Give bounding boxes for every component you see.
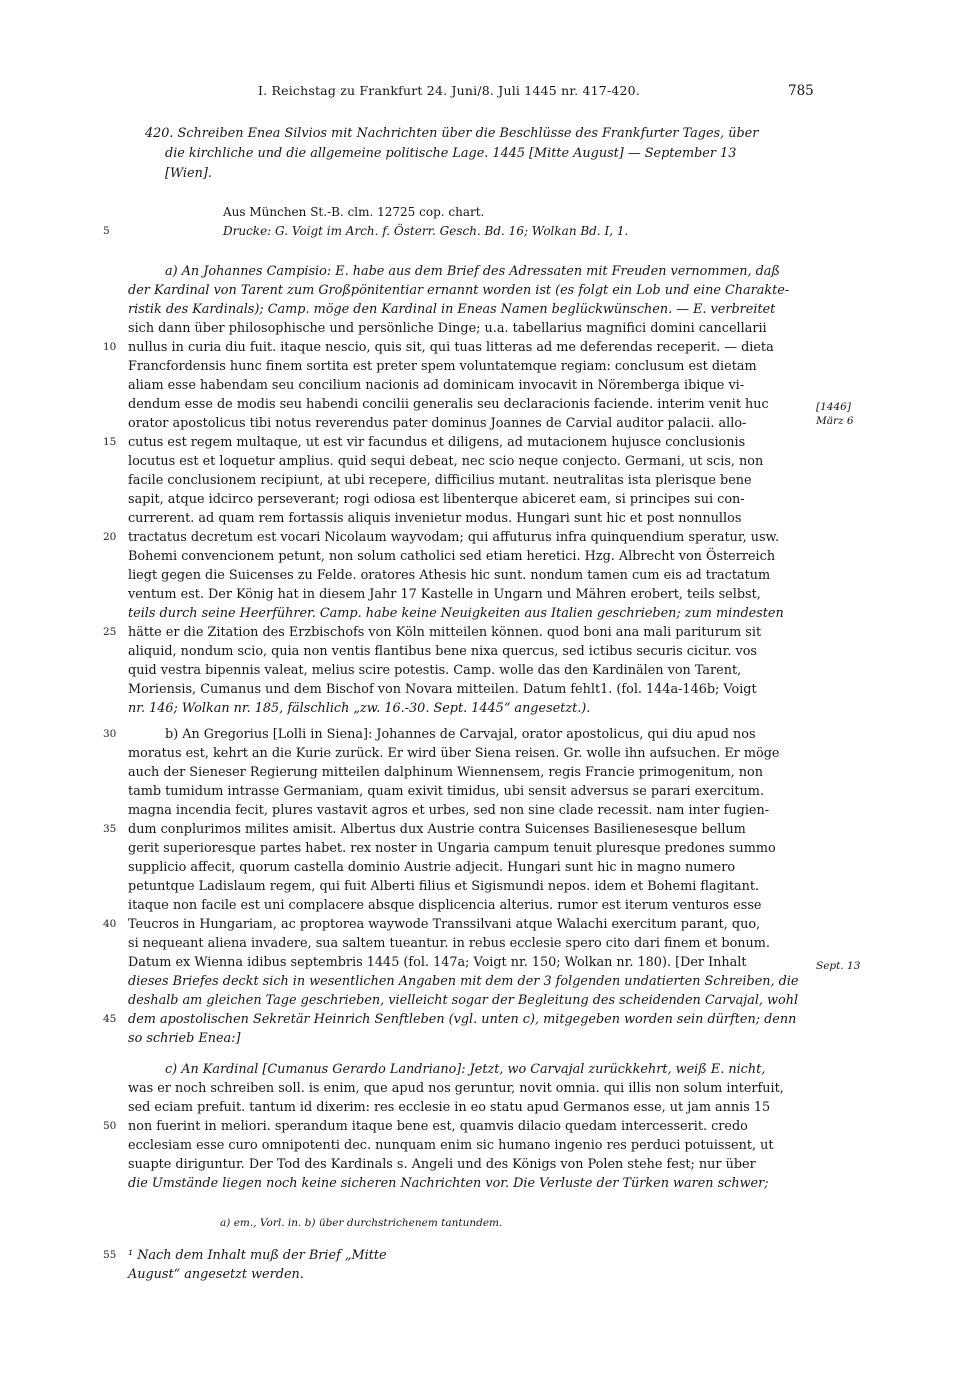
section-b-line: deshalb am gleichen Tage geschrieben, vielleicht sogar der Begleitung des scheidenden Carvajal, wohl [128, 993, 799, 1008]
line-number-40: 40 [103, 918, 117, 930]
section-a-line: sapit, atque idcirco perseverant; rogi odiosa est libenterque abiceret eam, si principes sui con- [128, 492, 745, 507]
section-c-line: die Umstände liegen noch keine sicheren Nachrichten vor. Die Verluste der Türken waren schwer; [128, 1176, 769, 1191]
section-a-line: Moriensis, Cumanus und dem Bischof von Novara mitteilen. Datum fehlt1. (fol. 144a-146b; Voigt [128, 682, 757, 697]
section-a-line: nr. 146; Wolkan nr. 185, fälschlich „zw. 16.-30. Sept. 1445“ angesetzt.). [128, 701, 591, 716]
footnote-line-2: August“ angesetzt werden. [128, 1267, 304, 1282]
section-b-line: moratus est, kehrt an die Kurie zurück. Er wird über Siena reisen. Gr. wolle ihn aufsuchen. Er möge [128, 746, 780, 761]
doc-title-line-1: 420. Schreiben Enea Silvios mit Nachrichten über die Beschlüsse des Frankfurter Tages, über [145, 126, 759, 141]
source-line: Aus München St.-B. clm. 12725 cop. chart. [223, 205, 485, 219]
line-number-50: 50 [103, 1120, 117, 1132]
section-b-line: Datum ex Wienna idibus septembris 1445 (fol. 147a; Voigt nr. 150; Wolkan nr. 180). [Der Inhalt [128, 955, 747, 970]
section-b-line: itaque non facile est uni complacere absque displicencia alterius. rumor est iterum venturos esse [128, 898, 762, 913]
section-a-line: teils durch seine Heerführer. Camp. habe keine Neuigkeiten aus Italien geschrieben; zum mindesten [128, 606, 784, 621]
doc-title-line-3: [Wien]. [165, 166, 212, 181]
section-c-line: suapte diriguntur. Der Tod des Kardinals s. Angeli und des Königs von Polen stehe fest; nur über [128, 1157, 756, 1172]
section-c-line: c) An Kardinal [Cumanus Gerardo Landriano]: Jetzt, wo Carvajal zurückkehrt, weiß E. nicht, [165, 1062, 766, 1077]
section-a-line: Bohemi convencionem petunt, non solum catholici sed etiam heretici. Hzg. Albrecht von Österreich [128, 549, 776, 564]
section-b-line: si nequeant aliena invadere, sua saltem tueantur. in rebus ecclesie spero cito dari finem et bonum. [128, 936, 770, 951]
section-b-line: auch der Sieneser Regierung mitteilen dalphinum Wiennensem, regis Francie primogenitum, non [128, 765, 763, 780]
line-number-30: 30 [103, 728, 117, 740]
section-b-line: dieses Briefes deckt sich in wesentlichen Angaben mit dem der 3 folgenden undatierten Schreiben, die [128, 974, 799, 989]
section-b-line: b) An Gregorius [Lolli in Siena]: Johannes de Carvajal, orator apostolicus, qui diu apud nos [165, 727, 756, 742]
line-number-45: 45 [103, 1013, 117, 1025]
section-a-line: orator apostolicus tibi notus reverendus pater dominus Joannes de Carvial auditor palacii. allo- [128, 416, 747, 431]
section-c-line: was er noch schreiben soll. is enim, que apud nos geruntur, novit omnia. qui illis non solum interfuit, [128, 1081, 784, 1096]
section-a-line: hätte er die Zitation des Erzbischofs von Köln mitteilen können. quod boni ana mali pariturum sit [128, 625, 762, 640]
section-a-line: dendum esse de modis seu habendi concilii generalis seu declaracionis faciende. interim venit huc [128, 397, 769, 412]
section-b-line: petuntque Ladislaum regem, qui fuit Alberti filius et Sigismundi nepos. idem et Bohemi flagitant. [128, 879, 760, 894]
running-title: I. Reichstag zu Frankfurt 24. Juni/8. Juli 1445 nr. 417-420. [258, 83, 640, 98]
margin-date-year: [1446] [816, 401, 851, 413]
running-header [0, 83, 960, 103]
footnote-line-1: ¹ Nach dem Inhalt muß der Brief „Mitte [128, 1248, 387, 1263]
doc-title-line-2: die kirchliche und die allgemeine politische Lage. 1445 [Mitte August] — September 13 [165, 146, 737, 161]
section-a-line: tractatus decretum est vocari Nicolaum wayvodam; qui affuturus infra quinquendium speratur, usw. [128, 530, 780, 545]
section-b-line: so schrieb Enea:] [128, 1031, 241, 1046]
section-b-line: supplicio affecit, quorum castella dominio Austrie adjecit. Hungari sunt hic in magno numero [128, 860, 736, 875]
margin-date-sept: Sept. 13 [816, 960, 861, 972]
section-a-line: aliam esse habendam seu concilium nacionis ad dominicam invocavit in Nöremberga ibique vi- [128, 378, 745, 393]
margin-date-day: März 6 [816, 415, 854, 427]
prints-line: Drucke: G. Voigt im Arch. f. Österr. Gesch. Bd. 16; Wolkan Bd. I, 1. [223, 224, 629, 238]
section-a-line: liegt gegen die Suicenses zu Felde. oratores Athesis hic sunt. nondum tamen cum eis ad tractatum [128, 568, 771, 583]
section-a-line: nullus in curia diu fuit. itaque nescio, quis sit, qui tuas litteras ad me deferendas receperit. — dieta [128, 340, 774, 355]
section-b-line: Teucros in Hungariam, ac proptorea waywode Transsilvani atque Walachi exercitum parant, quo, [128, 917, 761, 932]
line-number-20: 20 [103, 531, 117, 543]
section-c-line: ecclesiam esse curo omnipotenti dec. nunquam enim sic humano ingenio res perduci potuissent, ut [128, 1138, 774, 1153]
section-a-line: ristik des Kardinals); Camp. möge den Kardinal in Eneas Namen beglückwünschen. — E. verbreitet [128, 302, 776, 317]
page-number: 785 [788, 83, 814, 99]
section-a-line: cutus est regem multaque, ut est vir facundus et diligens, ad mutacionem hujusce conclusionis [128, 435, 746, 450]
section-a-line: currerent. ad quam rem fortassis aliquis invenietur modus. Hungari sunt hic et post nonnullos [128, 511, 742, 526]
section-a-line: Francfordensis hunc finem sortita est preter spem voluntatemque regiam: conclusum est dietam [128, 359, 757, 374]
section-b-line: dem apostolischen Sekretär Heinrich Senftleben (vgl. unten c), mitgegeben worden sein dürften; denn [128, 1012, 797, 1027]
apparatus-footnote: a) em., Vorl. in. b) über durchstrichenem tantundem. [220, 1217, 503, 1229]
section-b-line: magna incendia fecit, plures vastavit agros et urbes, sed non sine clade recessit. nam inter fugien- [128, 803, 770, 818]
section-a-line: aliquid, nondum scio, quia non ventis flantibus bene nixa quercus, sed ictibus securis cicitur. vos [128, 644, 758, 659]
line-number-5: 5 [103, 225, 110, 237]
section-c-line: non fuerint in meliori. sperandum itaque bene est, quamvis dilacio quedam intercesserit. credo [128, 1119, 748, 1134]
section-b-line: gerit superioresque partes habet. rex noster in Ungaria campum tenuit pluresque predones summo [128, 841, 776, 856]
section-a-line: ventum est. Der König hat in diesem Jahr 17 Kastelle in Ungarn und Mähren erobert, teils selbst, [128, 587, 761, 602]
line-number-55: 55 [103, 1249, 117, 1261]
section-b-line: tamb tumidum intrasse Germaniam, quam exivit timidus, ubi sensit adversus se parari exercitum. [128, 784, 765, 799]
section-a-line: quid vestra bipennis valeat, melius scire potestis. Camp. wolle das den Kardinälen von Tarent, [128, 663, 742, 678]
line-number-25: 25 [103, 626, 117, 638]
section-a-line: a) An Johannes Campisio: E. habe aus dem Brief des Adressaten mit Freuden vernommen, daß [165, 264, 780, 279]
section-c-line: sed eciam prefuit. tantum id dixerim: res ecclesie in eo statu apud Germanos esse, ut jam annis 15 [128, 1100, 771, 1115]
line-number-35: 35 [103, 823, 117, 835]
section-b-line: dum conplurimos milites amisit. Albertus dux Austrie contra Suicenses Basilienesesque bellum [128, 822, 746, 837]
section-a-line: locutus est et loquetur amplius. quid sequi debeat, nec scio neque conjecto. Germani, ut scis, non [128, 454, 764, 469]
section-a-line: sich dann über philosophische und persönliche Dinge; u.a. tabellarius magnifici domini cancellarii [128, 321, 767, 336]
line-number-15: 15 [103, 436, 117, 448]
section-a-line: der Kardinal von Tarent zum Großpönitentiar ernannt worden ist (es folgt ein Lob und eine Charakte- [128, 283, 790, 298]
line-number-10: 10 [103, 341, 117, 353]
section-a-line: facile conclusionem recipiunt, at ubi recepere, difficilius mutant. neutralitas ista plerisque bene [128, 473, 752, 488]
